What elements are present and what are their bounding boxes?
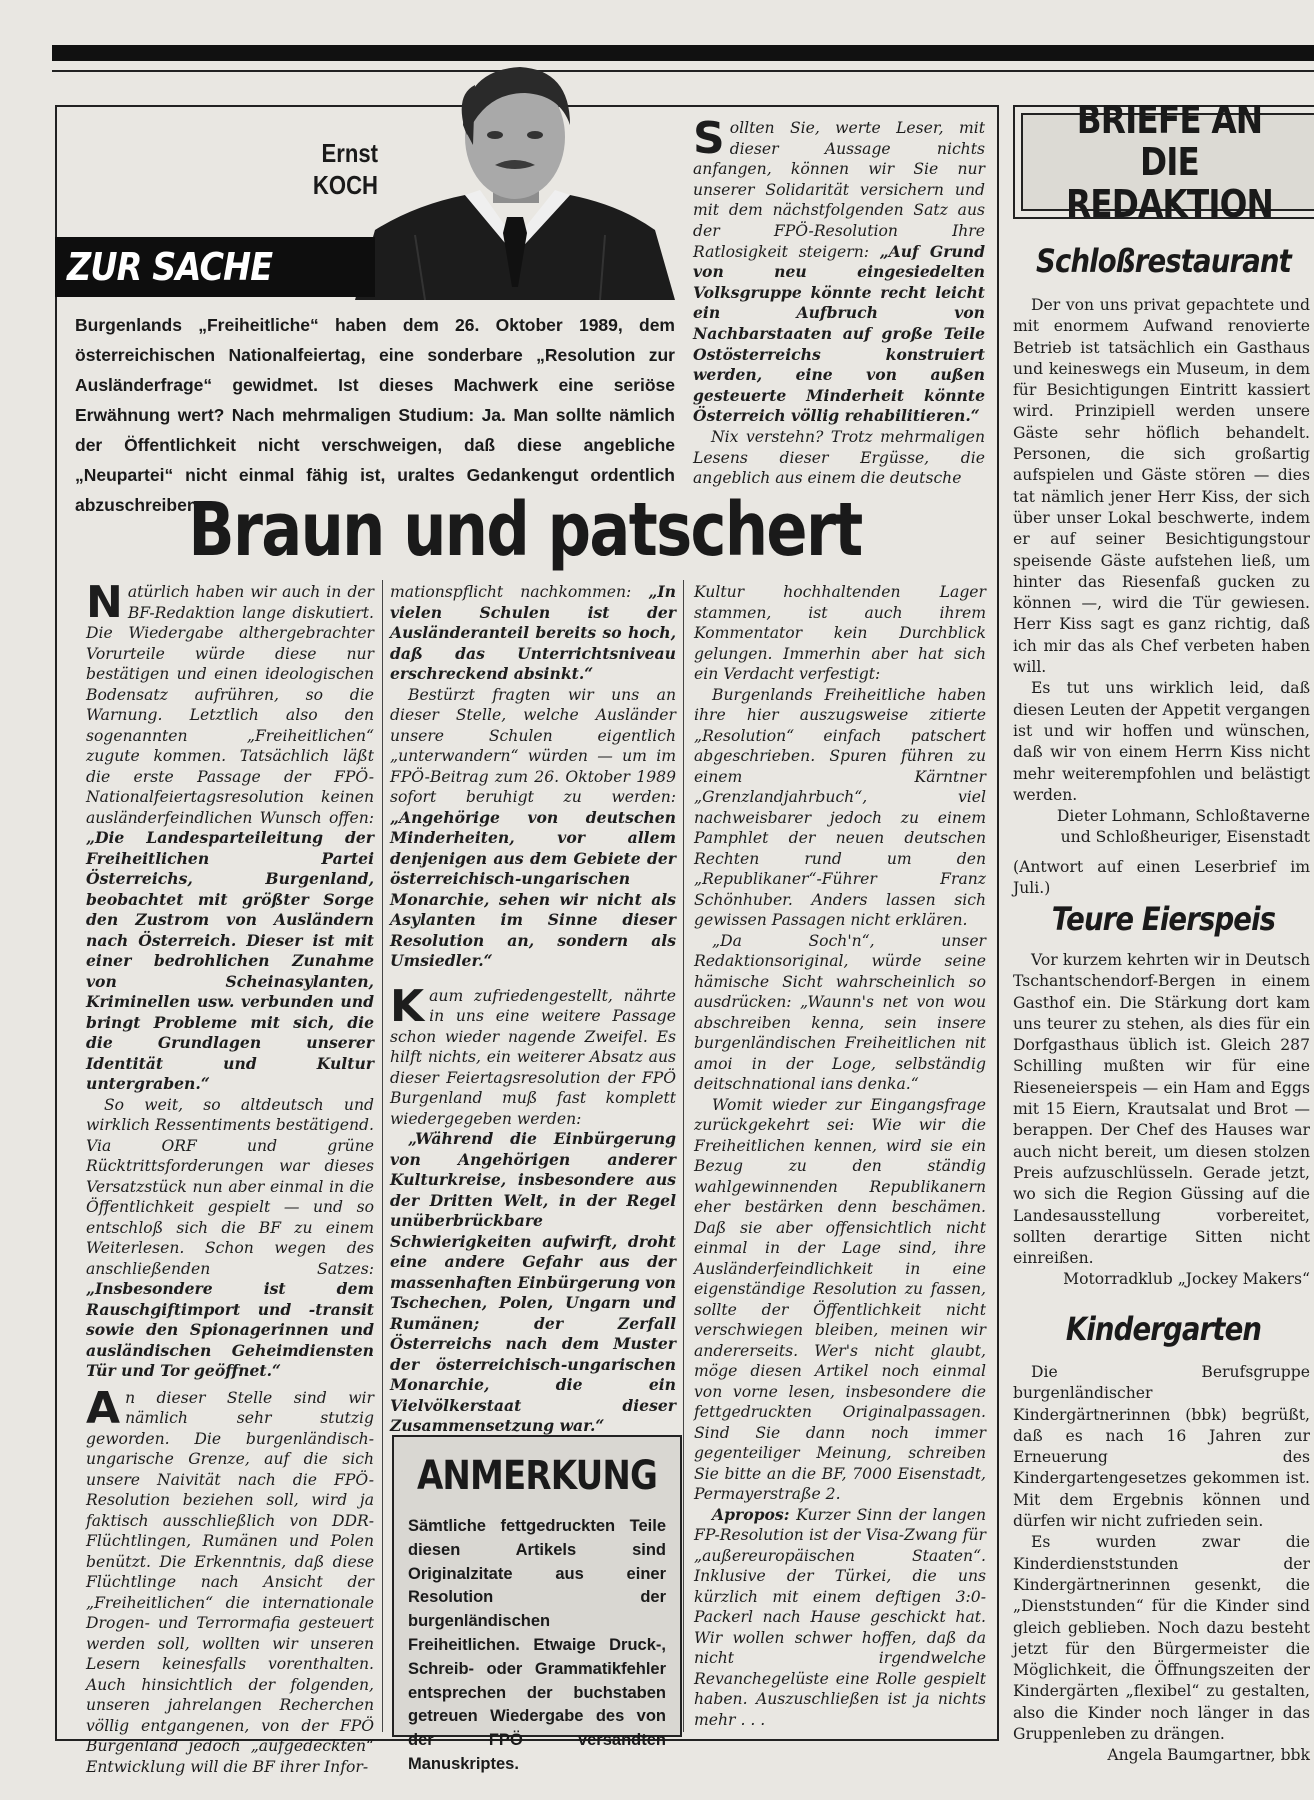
paragraph: So weit, so altdeutsch und wirklich Ressentiments bestätigend. Via ORF und grüne Rücktrittsforderungen war dieses Versatzstück nun aber einmal in die Öffentlichkeit gespielt — und so entschloß sich die BF zu einem Weiterlesen. Schon wegen des anschließenden Satzes: (86, 1095, 374, 1278)
author-portrait-icon (355, 55, 675, 300)
letter-signature: Motorradklub „Jockey Makers“ (1063, 1270, 1310, 1289)
paragraph: „Da Soch'n“, unser Redaktionsoriginal, würde seine hämische Sicht wahrscheinlich so ausdrücken: „Waunn's net von wou abschreiben kenna, sein insere burgenländischen Freiheitlichen nit amoi in der Loge, selbständig deitschnational ians denka.“ (694, 931, 986, 1093)
letter-title: Kindergarten (1065, 1310, 1262, 1348)
anmerkung-text: Sämtliche fettgedruckten Teile diesen Artikels sind Originalzitate aus einer Resolution der burgenländischen Freiheitlichen. Etwaige Druck-, Schreib- oder Grammatikfehler entsprechen der buchstaben getreuen Wiedergabe des von der FPÖ versandten Manuskriptes. (408, 1517, 666, 1773)
quote-bold: „Auf Grund von neu eingesiedelten Volksgruppe könnte recht leicht ein Aufbruch von Nachbarstaaten auf große Teile Ostösterreichs konstruiert werden, eine von außen gesteuerte Minderheit könnte Österreich völlig rehabilitieren.“ (693, 241, 985, 426)
top-right-column (693, 113, 985, 489)
top-rule-thick (52, 45, 1314, 61)
letter-paragraph: Vor kurzem kehrten wir in Deutsch Tschantschendorf-Bergen in einem Gasthof ein. Die Stärkung dort kam uns teurer zu stehen, als dies für ein Dorfgasthaus üblich ist. Gleich 287 Schilling mußten wir für eine Rieseneierspeis — ein Ham and Eggs mit 15 Eiern, Krautsalat und Brot — berappen. Der Chef des Hauses war auch nicht bereit, um diesen stolzen Preis aufzuschlüsseln. Gerade jetzt, wo sich die Region Güssing auf die Landesausstellung vorbereitet, sollten derartige Sitten nicht einreißen. (1013, 951, 1310, 1268)
dropcap: S (693, 113, 725, 164)
article-column-3 (694, 582, 986, 1730)
letter-title: Schloßrestaurant (1036, 242, 1291, 280)
paragraph: aum zufriedengestellt, nährte in uns eine weitere Passage schon wieder nagende Zweifel. Es hilft nichts, ein weiterer Absatz aus dieser Feiertagsresolution der FPÖ Burgenland muß fast komplett wiedergegeben werden: (390, 986, 676, 1128)
paragraph: Womit wieder zur Eingangsfrage zurückgekehrt sei: Wie wir die Freiheitlichen kennen, wird sie ein Bezug zu den ständig wahlgewinnenden Republikanern eher bestärken denn beschämen. Daß sie aber offensichtlich nicht einmal in der Lage sind, ihre Ausländerfeindlichkeit in eine eigenständige Resolution zu fassen, sollte der Öffentlichkeit nicht verschwiegen bleiben, meinen wir andererseits. Wer's nicht glaubt, möge diesen Artikel noch einmal von vorne lesen, insbesondere die fettgedruckten Originalpassagen. Sind Sie dann noch immer gegenteiliger Meinung, schreiben Sie bitte an die BF, 7000 Eisenstadt, Permayerstraße 2. (694, 1095, 986, 1503)
letter-title: Teure Eierspeis (1051, 900, 1276, 938)
article-column-1 (86, 577, 374, 1777)
paragraph: Kultur hochhaltenden Lager stammen, ist auch ihrem Kommentator kein Durchblick gelungen. Immerhin aber hat sich ein Verdacht verfestigt: (694, 583, 986, 683)
paragraph: n dieser Stelle sind wir nämlich sehr stutzig geworden. Die burgenländisch-ungarische Grenze, auf die sich unsere Naivität nach die FPÖ-Resolution beziehen soll, wird ja faktisch ausschließlich von DDR-Flüchtlingen, Rumänen und Polen benützt. Die Erkenntnis, daß diese Flüchtlinge nach Ansicht der „Freiheitlichen“ die internationale Drogen- und Terrormafia gesteuert werden soll, wollten wir unseren Lesern keinesfalls vorenthalten. Auch hinsichtlich der folgenden, unseren jahrelangen Recherchen völlig entgangenen, von der FPÖ Burgenland jedoch „aufgedeckten“ Entwicklung will die BF ihrer Infor- (86, 1388, 374, 1776)
paragraph: Nix verstehn? Trotz mehrmaligen Lesens dieser Ergüsse, die angeblich aus einem die deutsche (693, 427, 985, 488)
letter-note: (Antwort auf einen Leserbrief im Juli.) (1013, 857, 1310, 898)
letters-section-header-inner (1021, 98, 1314, 226)
paragraph: atürlich haben wir auch in der BF-Redaktion lange diskutiert. Die Wiedergabe althergebrachter Vorurteile würde diese nur bestätigen und einen ideologischen Bodensatz aufrühren, so die Warnung. Letztlich also den sogenannten „Freiheitlichen“ zugute kommen. Tatsächlich läßt die erste Passage der FPÖ-Nationalfeiertagsresolution keinen ausländerfeindlichen Wunsch offen: (86, 583, 374, 827)
letter-paragraph: Es wurden zwar die Kinderdienststunden der Kindergärtnerinnen gesenkt, die „Dienststunden“ für die Kinder sind gleich geblieben. Noch dazu besteht jetzt für den Bürgermeister die Möglichkeit, die Öffnungszeiten der Kindergärten „flexibel“ zu gestalten, also die Kinder noch länger in das Gruppenleben zu drängen. (1013, 1533, 1310, 1744)
paragraph: Kurzer Sinn der langen FP-Resolution ist der Visa-Zwang für „außereuropäischen Staaten“. Inklusive der Türkei, die uns kürzlich mit einem deftigen 3:0-Packerl nach Hause geschickt hat. Wir wollen schwer hoffen, daß da nicht irgendwelche Revanchegelüste eine Rolle gespielt haben. Auszuschließen ist ja nichts mehr . . . (694, 1505, 986, 1729)
article-headline: Braun und patschert (188, 487, 862, 573)
anmerkung-box (392, 1435, 682, 1773)
letter-paragraph: Es tut uns wirklich leid, daß diesen Leuten der Appetit vergangen ist und wir hoffen und wünschen, daß wir von einem Herrn Kiss nicht mehr weiterempfohlen und belästigt werden. (1013, 679, 1310, 804)
paragraph: ollten Sie, werte Leser, mit dieser Aussage nichts anfangen, können wir Sie nur unserer Solidarität versichern und mit dem nächstfolgenden Satz aus der FPÖ-Resolution Ihre Ratlosigkeit steigern: (693, 119, 985, 261)
column-tag (55, 237, 375, 297)
dropcap: A (86, 1382, 121, 1434)
letters-section-title: BRIEFE AN DIE REDAKTION (1065, 98, 1274, 226)
letter-signature: Angela Baumgartner, bbk (1107, 1746, 1310, 1765)
letter-paragraph: Der von uns privat gepachtete und mit enormem Aufwand renovierte Betrieb ist tatsächlich ein Gasthaus und keineswegs ein Museum, in dem für Besichtigungen Eintritt kassiert wird. Prinzipiell werden unsere Gäste sehr höflich behandelt. Personen, die sich großartig aufspielen und Gäste stören — dies tat nämlich jener Herr Kiss, der sich über unser Lokal beschwerte, indem er auf seiner Besichtigungstour speisende Gäste aufstehen ließ, um hinter das Riesenfaß gucken zu können —, wird die Tür gewiesen. Herr Kiss sagt es ganz richtig, daß ich mir das als Chef verbeten haben will. (1013, 296, 1310, 677)
letter-3 (1013, 1362, 1310, 1767)
quote-bold: „In vielen Schulen ist der Ausländeranteil bereits so hoch, daß das Unterrichtsniveau erschreckend absinkt.“ (390, 582, 676, 683)
dropcap: N (86, 577, 123, 628)
column-divider (683, 580, 684, 1732)
quote-bold: „Insbesondere ist dem Rauschgiftimport und -transit sowie den Spionagerinnen und ausländischen Geheimdiensten Tür und Tor geöffnet.“ (86, 1279, 374, 1380)
column-tag-label: ZUR SACHE (67, 245, 273, 289)
paragraph: mationspflicht nachkommen: (390, 583, 649, 601)
apropos-label: Apropos: (712, 1504, 790, 1524)
letter-2 (1013, 950, 1310, 1291)
top-rule-thin (52, 70, 1314, 72)
letter-1 (1013, 295, 1310, 899)
anmerkung-title: ANMERKUNG (416, 1453, 658, 1499)
letter-paragraph: Die Berufsgruppe burgenländischer Kindergärtnerinnen (bbk) begrüßt, daß es nach 16 Jahren zur Erneuerung des Kindergartengesetzes gekommen ist. Mit dem Ergebnis können und dürfen wir nicht zufrieden sein. (1013, 1363, 1310, 1531)
quote-bold: „Angehörige von deutschen Minderheiten, vor allem denjenigen aus dem Gebiete der österreichisch-ungarischen Monarchie, sehen wir nicht als Asylanten im Sinne dieser Resolution an, sondern als Umsiedler.“ (390, 807, 676, 970)
article-lead: Burgenlands „Freiheitliche“ haben dem 26. Oktober 1989, dem österreichischen Nationalfeiertag, eine sonderbare „Resolution zur Ausländerfrage“ gewidmet. Ist dieses Machwerk eine seriöse Erwähnung wert? Nach mehrmaligen Studium: Ja. Man sollte nämlich der Öffentlichkeit nicht verschweigen, daß diese angebliche „Neupartei“ nicht einmal fähig ist, uraltes Gedankengut ordentlich abzuschreiben. (75, 315, 675, 515)
letters-section-header (1013, 98, 1314, 226)
article-column-2 (390, 582, 676, 1437)
paragraph: Bestürzt fragten wir uns an dieser Stelle, welche Ausländer unsere Schulen eigentlich „unterwandern“ würden — um im FPÖ-Beitrag zum 26. Oktober 1989 sofort beruhigt zu werden: (390, 685, 676, 806)
author-last-name: KOCH (312, 170, 378, 200)
paragraph: Burgenlands Freiheitliche haben ihre hier auszugsweise zitierte „Resolution“ einfach patschert abgeschrieben. Spuren führen zu einem Kärntner „Grenzlandjahrbuch“, viel nachweisbarer jedoch zu einem Pamphlet der neuen deutschen Rechten rund um den „Republikaner“-Führer Franz Schönhuber. Anders lassen sich gewissen Passagen nicht erklären. (694, 685, 986, 929)
author-first-name: Ernst (321, 138, 378, 168)
quote-bold: „Während die Einbürgerung von Angehörigen anderer Kulturkreise, insbesondere aus der Dritten Welt, in der Regel unüberbrückbare Schwierigkeiten aufwirft, droht eine andere Gefahr aus der massenhaften Einbürgerung von Tschechen, Polen, Ungarn und Rumänen; der Zerfall Österreichs nach dem Muster der österreichisch-ungarischen Monarchie, die ein Vielvölkerstaat dieser Zusammensetzung war.“ (390, 1129, 676, 1435)
column-divider (382, 580, 383, 1732)
letter-signature: Dieter Lohmann, Schloßtaverne und Schloßheuriger, Eisenstadt (1056, 807, 1310, 847)
quote-bold: „Die Landesparteileitung der Freiheitlichen Partei Österreichs, Burgenland, beobachtet mit größter Sorge den Zustrom von Ausländern nach Österreich. Dieser ist mit einer bedrohlichen Zunahme von Scheinasylanten, Kriminellen usw. verbunden und bringt Probleme mit sich, die die Grundlagen unserer Identität und Kultur untergraben.“ (86, 828, 374, 1093)
dropcap: K (390, 980, 425, 1032)
